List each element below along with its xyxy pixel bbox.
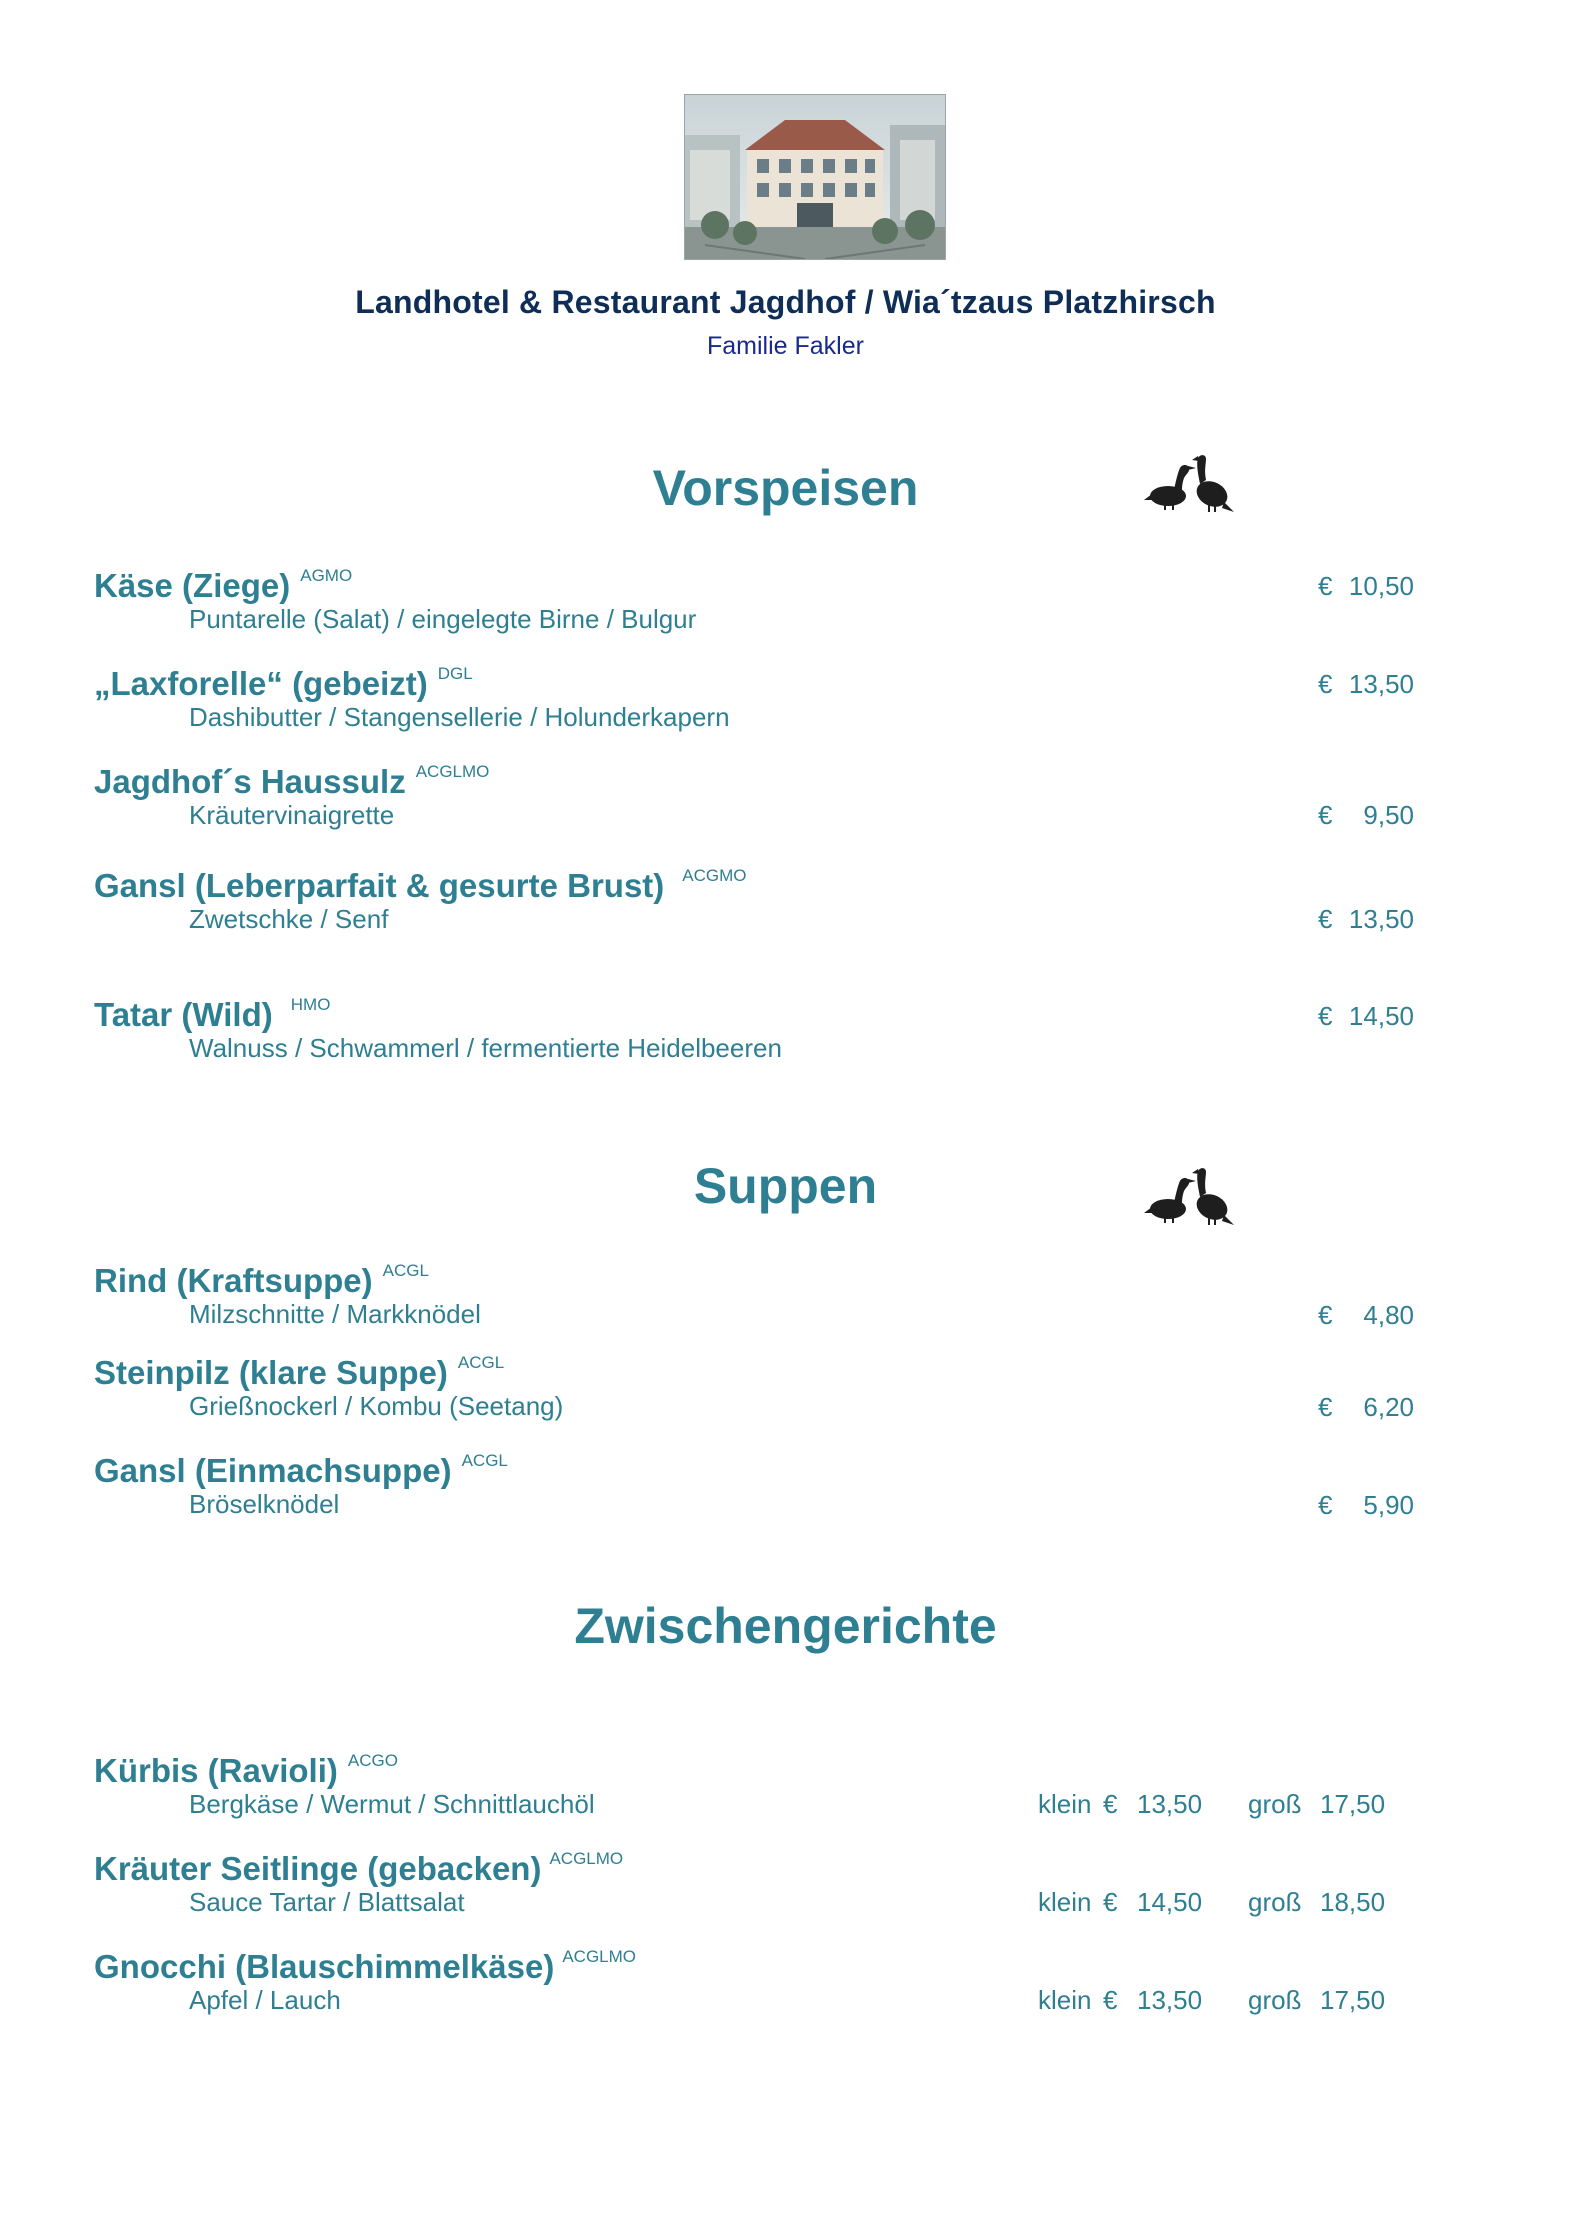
dish-name: Käse (Ziege) $^{AGMO}$ bbox=[94, 566, 353, 604]
dish-name: „Laxforelle“ (gebeizt) $^{DGL}$ bbox=[94, 664, 473, 702]
dish-name: Gansl (Einmachsuppe) $^{ACGL}$ bbox=[94, 1451, 508, 1489]
menu-page: Landhotel & Restaurant Jagdhof / Wia´tzaus Platzhirsch Familie Fakler Vorspeisen Käse (Ziege) $^{AGMO}$ Puntarelle (Salat) / eingelegte Birne / Bulgur € 10,50 „Laxforelle“ (gebeizt) $^{DGL}$ Dashibutter / Stangensellerie / Holunderkapern € 13,50 Jagdhof´s Haussulz $^{ACGLMO}$ Kräutervinaigrette € 9,50 Gansl (Leberparfait & gesurte Brust) $^{ACGMO}$ Zwetschke / Senf € 13,50 Tatar (Wild) $^{HMO}$ Walnuss / Schwammerl / fermentierte Heidelbeeren € 14,50 Suppen Rind (Kraftsuppe) $^{ACGL}$ Milzschnitte / Markknödel € 4,80 Steinpilz (klare Suppe) $^{ACGL}$ Grießnockerl / Kombu (Seetang) € 6,20 Gansl (Einmachsuppe) $^{ACGL}$ Bröselknödel € 5,90 Zwischengerichte Kürbis (Ravioli) $^{ACGO}$ Bergkäse / Wermut / Schnittlauchöl klein € 13,50 groß 17,50 Kräuter Seitlinge (gebacken) $^{ACGLMO}$ Sauce Tartar / Blattsalat klein € 14,50 groß 18,50 Gnocchi (Blauschimmelkäse) $^{ACGLMO}$ Apfel / Lauch klein € 13,50 groß 17,50 bbox=[0, 0, 1571, 2222]
allergen-codes: ACGLMO bbox=[562, 1947, 637, 1966]
dish-name: Jagdhof´s Haussulz $^{ACGLMO}$ bbox=[94, 762, 490, 800]
dish-description: Kräutervinaigrette bbox=[189, 800, 395, 830]
dish-description: Milzschnitte / Markknödel bbox=[189, 1299, 481, 1329]
allergen-codes: AGMO bbox=[300, 566, 353, 585]
dish-name: Gnocchi (Blauschimmelkäse) $^{ACGLMO}$ bbox=[94, 1947, 637, 1985]
allergen-codes: ACGO bbox=[347, 1751, 398, 1770]
allergen-codes: ACGMO bbox=[682, 866, 747, 885]
dish-name: Rind (Kraftsuppe) $^{ACGL}$ bbox=[94, 1261, 429, 1299]
section-title-zwischengerichte: Zwischengerichte bbox=[574, 1598, 997, 1654]
dish-name: Tatar (Wild) $^{HMO}$ bbox=[94, 995, 331, 1033]
dish-name: Kürbis (Ravioli) $^{ACGO}$ bbox=[94, 1751, 398, 1789]
dish-description: Walnuss / Schwammerl / fermentierte Heidelbeeren bbox=[189, 1033, 782, 1063]
dish-description: Sauce Tartar / Blattsalat bbox=[189, 1887, 465, 1917]
allergen-codes: ACGLMO bbox=[549, 1849, 624, 1868]
allergen-codes: ACGL bbox=[382, 1261, 429, 1280]
hotel-building-photo bbox=[684, 94, 946, 260]
section-title-vorspeisen: Vorspeisen bbox=[652, 460, 919, 516]
dish-description: Apfel / Lauch bbox=[189, 1985, 341, 2015]
dish-description: Zwetschke / Senf bbox=[189, 904, 389, 934]
dish-description: Grießnockerl / Kombu (Seetang) bbox=[189, 1391, 564, 1421]
family-name: Familie Fakler bbox=[707, 332, 864, 360]
dish-name: Kräuter Seitlinge (gebacken) $^{ACGLMO}$ bbox=[94, 1849, 624, 1887]
dish-description: Bergkäse / Wermut / Schnittlauchöl bbox=[189, 1789, 595, 1819]
hotel-name: Landhotel & Restaurant Jagdhof / Wia´tzaus Platzhirsch bbox=[355, 284, 1216, 320]
allergen-codes: HMO bbox=[290, 995, 331, 1014]
dish-name: Gansl (Leberparfait & gesurte Brust) $^{ACGMO}$ bbox=[94, 866, 747, 904]
ducks-silhouette-icon bbox=[1142, 1163, 1238, 1227]
section-title-suppen: Suppen bbox=[693, 1158, 878, 1214]
allergen-codes: ACGLMO bbox=[415, 762, 490, 781]
ducks-silhouette-icon bbox=[1142, 450, 1238, 514]
allergen-codes: DGL bbox=[437, 664, 473, 683]
dish-description: Puntarelle (Salat) / eingelegte Birne / Bulgur bbox=[189, 604, 697, 634]
dish-description: Dashibutter / Stangensellerie / Holunderkapern bbox=[189, 702, 730, 732]
allergen-codes: ACGL bbox=[461, 1451, 508, 1470]
allergen-codes: ACGL bbox=[457, 1353, 505, 1372]
dish-name: Steinpilz (klare Suppe) $^{ACGL}$ bbox=[94, 1353, 505, 1391]
dish-description: Bröselknödel bbox=[189, 1489, 340, 1519]
